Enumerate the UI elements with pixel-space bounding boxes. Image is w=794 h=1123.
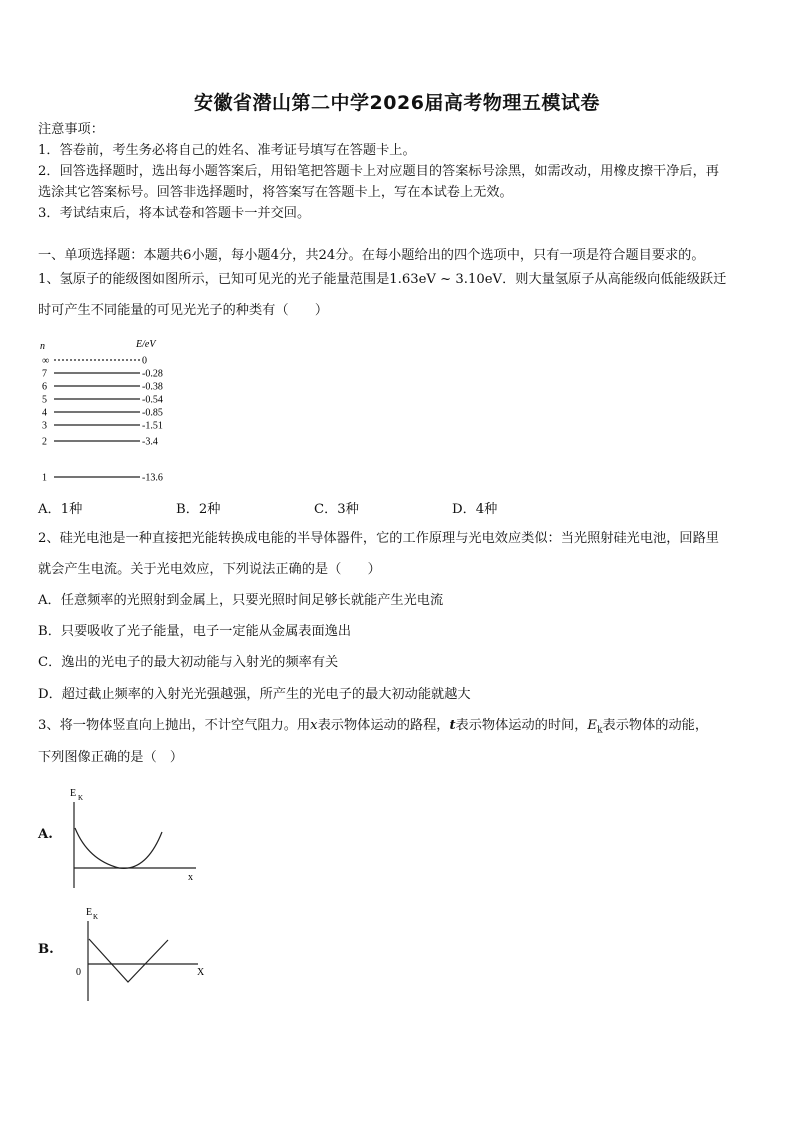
graph-b-y-sub: K (93, 913, 99, 921)
graph-a-curve (75, 828, 162, 868)
level-energy-label: -13.6 (142, 472, 163, 484)
level-n-label: 6 (42, 381, 47, 393)
level-energy-label: -3.4 (142, 436, 158, 448)
level-n-label: ∞ (42, 355, 50, 367)
graph-b-y-label: E (86, 907, 93, 918)
q1-line-2: 时可产生不同能量的可见光光子的种类有（ ） (38, 303, 329, 318)
level-n-label: 1 (42, 472, 47, 484)
q3-option-b-label[interactable]: B. (38, 942, 54, 957)
energy-axis-label: E/eV (136, 339, 156, 350)
q1-option-a[interactable]: A．1种 (38, 502, 83, 517)
q3-var-e: E (587, 718, 598, 733)
notice-item-1: 1．答卷前，考生务必将自己的姓名、准考证号填写在答题卡上。 (38, 143, 416, 158)
graph-a-y-sub: K (78, 794, 84, 802)
q3-var-t: t (449, 718, 456, 733)
level-energy-label: -0.85 (142, 407, 163, 419)
q3-text-b: 表示物体运动的路程， (317, 718, 450, 733)
q3-text-d: 表示物体的动能， (602, 718, 709, 733)
energy-level-diagram (36, 336, 176, 486)
level-energy-label: -0.38 (142, 381, 163, 393)
level-n-label: 4 (42, 407, 47, 419)
n-axis-label: n (40, 341, 45, 352)
q3-line-2: 下列图像正确的是（ ） (38, 750, 184, 765)
q2-option-b[interactable]: B．只要吸收了光子能量，电子一定能从金属表面逸出 (38, 624, 352, 639)
q2-option-a[interactable]: A．任意频率的光照射到金属上，只要光照时间足够长就能产生光电流 (38, 593, 444, 608)
graph-b-x-label: X (197, 967, 205, 978)
q2-option-d[interactable]: D．超过截止频率的入射光光强越强，所产生的光电子的最大初动能就越大 (38, 687, 471, 702)
level-n-label: 2 (42, 436, 47, 448)
q3-var-k: k (597, 725, 603, 736)
graph-b-origin: 0 (76, 967, 81, 978)
level-n-label: 7 (42, 368, 47, 380)
graph-a-x-label: x (188, 872, 193, 883)
level-n-label: 3 (42, 420, 47, 432)
q2-line-2: 就会产生电流。关于光电效应，下列说法正确的是（ ） (38, 562, 381, 577)
q3-line-1 (38, 717, 708, 740)
q3-var-x: x (310, 718, 318, 733)
q3-graph-b[interactable] (72, 903, 212, 1005)
q1-option-d[interactable]: D．4种 (452, 502, 498, 517)
section-heading: 一、单项选择题：本题共6小题，每小题4分，共24分。在每小题给出的四个选项中，只有一项是符合题目要求的。 (38, 248, 705, 263)
q3-text-a: 3、将一物体竖直向上抛出，不计空气阻力。用 (38, 718, 311, 733)
page-title: 安徽省潜山第二中学2026届高考物理五模试卷 (194, 92, 600, 114)
q1-option-c[interactable]: C．3种 (314, 502, 359, 517)
q2-option-c[interactable]: C．逸出的光电子的最大初动能与入射光的频率有关 (38, 655, 339, 670)
notice-heading: 注意事项： (38, 122, 104, 137)
q1-line-1: 1、氢原子的能级图如图所示，已知可见光的光子能量范围是1.63eV ~ 3.10eV．则大量氢原子从高能级向低能级跃迁 (38, 272, 727, 287)
q1-option-b[interactable]: B．2种 (176, 502, 221, 517)
notice-item-3: 3．考试结束后，将本试卷和答题卡一并交回。 (38, 206, 311, 221)
q3-text-c: 表示物体运动的时间， (455, 718, 588, 733)
level-energy-label: -0.28 (142, 368, 163, 380)
level-energy-label: -0.54 (142, 394, 163, 406)
notice-item-2-cont: 选涂其它答案标号。回答非选择题时，将答案写在答题卡上，写在本试卷上无效。 (38, 185, 513, 200)
q2-line-1: 2、硅光电池是一种直接把光能转换成电能的半导体器件，它的工作原理与光电效应类似：当光照射硅光电池，回路里 (38, 531, 719, 546)
level-energy-label: 0 (142, 355, 147, 367)
level-energy-label: -1.51 (142, 420, 163, 432)
q3-graph-a[interactable] (64, 784, 204, 892)
q3-option-a-label[interactable]: A. (38, 827, 53, 842)
graph-a-y-label: E (70, 788, 77, 799)
graph-b-curve (89, 939, 168, 982)
notice-item-2: 2．回答选择题时，选出每小题答案后，用铅笔把答题卡上对应题目的答案标号涂黑，如需改动，用橡皮擦干净后，再 (38, 164, 719, 179)
level-n-label: 5 (42, 394, 47, 406)
